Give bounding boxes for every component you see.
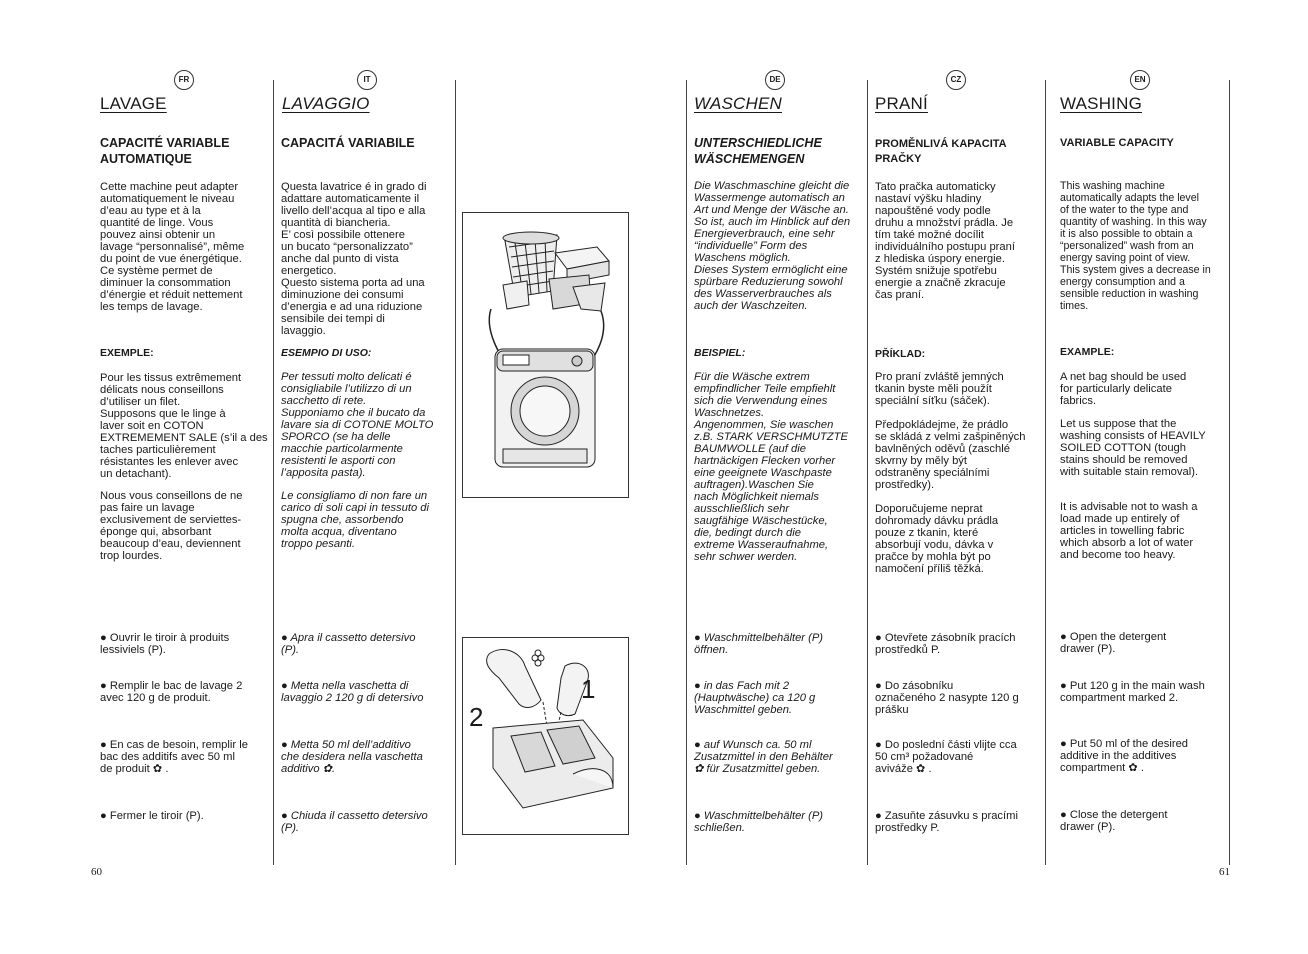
step-4-cz: ● Zasuňte zásuvku s pracími prostředky P. [875, 810, 1018, 834]
step-3-cz: ● Do poslední části vlijte cca 50 cm³ požadované avivážе ✿ . [875, 739, 1017, 775]
example-text-2-en: Let us suppose that the washing consists of HEAVILY SOILED COTTON (tough stains should be removed with suitable stain removal). [1060, 418, 1206, 478]
language-badge-cz: CZ [946, 70, 966, 90]
step-3-en: ● Put 50 ml of the desired additive in the additives compartment ✿ . [1060, 738, 1189, 774]
example-label-en: EXAMPLE: [1060, 346, 1115, 358]
advice-text-en: It is advisable not to wash a load made up entirely of articles in towelling fabric which absorb a lot of water and become too heavy. [1060, 501, 1198, 561]
page-number-left: 60 [91, 866, 102, 878]
intro-text-it: Questa lavatrice é in grado di adattare automaticamente il livello dell’acqua al tipo e alla quantità di biancheria. E’ così possibile ottenere un bucato “personalizzato” anche dal punto di vista energetico. Questo sistema porta ad una diminuzione dei consumi d’energia e ad una riduzione sensibile dei tempi di lavaggio. [281, 181, 427, 337]
language-badge-fr: FR [174, 70, 194, 90]
example-text-it: Per tessuti molto delicati é consigliabile l’utilizzo di un sacchetto di rete. Supponiamo che il bucato da lavare sia di COTONE MOLTO SPORCO (se ha delle macchie particolarmente resistenti le asporti con l’apposita pasta). [281, 371, 434, 479]
section-title-it: LAVAGGIO [282, 94, 370, 113]
step-2-de: ● in das Fach mit 2 (Hauptwäsche) ca 120 g Waschmittel geben. [694, 680, 816, 716]
language-badge-de: DE [765, 70, 785, 90]
example-label-de: BEISPIEL: [694, 347, 746, 359]
step-2-it: ● Metta nella vaschetta di lavaggio 2 120 g di detersivo [281, 680, 424, 704]
section-title-cz: PRANÍ [875, 94, 928, 113]
section-title-en: WASHING [1060, 94, 1142, 113]
example-label-fr: EXEMPLE: [100, 347, 154, 359]
advice-text-cz: Doporučujeme neprat dohromady dávku prádla pouze z tkanin, které absorbují vodu, dávka v pračce by mohla být po namočení příliš těžká. [875, 503, 999, 575]
step-2-fr: ● Remplir le bac de lavage 2 avec 120 g de produit. [100, 680, 243, 704]
example-text-fr: Pour les tissus extrêmement délicats nous conseillons d’utiliser un filet. Supposons que le linge à laver soit en COTON EXTREMEMENT SALE (s’il a des taches particulièrement résistantes les enlever avec un detachant). [100, 372, 268, 480]
example-text-2-cz: Předpokládejme, že prádlo se skládá z velmi zašpiněných bavlněných oděvů (zaschlé skvrny by měly být odstraněny speciálními prostředky). [875, 419, 1026, 491]
step-2-cz: ● Do zásobníku označeného 2 nasypte 120 g prášku [875, 680, 1019, 716]
advice-text-fr: Nous vous conseillons de ne pas faire un lavage exclusivement de serviettes- éponge qui, absorbant beaucoup d’eau, deviennent trop lourdes. [100, 490, 243, 562]
section-title-fr: LAVAGE [100, 94, 167, 113]
step-1-cz: ● Otevřete zásobník pracích prostředků P. [875, 632, 1016, 656]
step-1-it: ● Apra il cassetto detersivo (P). [281, 632, 416, 656]
subtitle-cz: PROMĚNLIVÁ KAPACITA PRAČKY [875, 138, 1007, 165]
example-text-en: A net bag should be used for particularly delicate fabrics. [1060, 371, 1187, 407]
step-4-fr: ● Fermer le tiroir (P). [100, 810, 204, 822]
step-1-fr: ● Ouvrir le tiroir à produits lessiviels (P). [100, 632, 230, 656]
example-text-cz: Pro praní zvláště jemných tkanin byste měli použít speciální síťku (sáček). [875, 371, 1004, 407]
step-1-de: ● Waschmittelbehälter (P) öffnen. [694, 632, 824, 656]
example-text-de: Für die Wäsche extrem empfindlicher Teile empfiehlt sich die Verwendung eines Waschnetzes. Angenommen, Sie waschen z.B. STARK VERSCHMUTZTE BAUMWOLLE (auf die hartnäckigen Flecken vorher eine geeignete Waschpaste auftragen).Waschen Sie nach Möglichkeit niemals ausschließlich sehr saugfähige Wäschestücke, die, bedingt durch die extreme Wasseraufnahme, sehr schwer werden. [694, 371, 848, 563]
section-title-de: WASCHEN [694, 94, 782, 113]
step-3-fr: ● En cas de besoin, remplir le bac des additifs avec 50 ml de produit ✿ . [100, 739, 248, 775]
example-label-it: ESEMPIO DI USO: [281, 347, 372, 359]
figure-laundry-machine [462, 212, 629, 498]
step-4-en: ● Close the detergent drawer (P). [1060, 809, 1168, 833]
intro-text-en: This washing machine automatically adapts the level of the water to the type and quantity of washing. In this way it is also possible to obtain a “personalized” wash from an energy saving point of view. This system gives a decrease in energy consumption and a sensible reduction in washing times. [1060, 180, 1211, 312]
step-1-en: ● Open the detergent drawer (P). [1060, 631, 1167, 655]
advice-text-it: Le consigliamo di non fare un carico di soli capi in tessuto di spugna che, assorbendo molta acqua, diventano troppo pesanti. [281, 490, 429, 550]
detergent-drawer-illustration [463, 638, 628, 834]
intro-text-fr: Cette machine peut adapter automatiquement le niveau d’eau au type et à la quantité de linge. Vous pouvez ainsi obtenir un lavage “personnalisé”, même du point de vue énergétique. Ce système permet de diminuer la consommation d’énergie et réduit nettement les temps de lavage. [100, 181, 245, 313]
laundry-machine-illustration [463, 213, 628, 497]
intro-text-de: Die Waschmaschine gleicht die Wassermenge automatisch an Art und Menge der Wäsche an. So ist, auch im Hinblick auf den Energieverbrauch, eine sehr “individuelle” Form des Waschens möglich. Dieses System ermöglicht eine spürbare Reduzierung sowohl des Wasserverbrauches als auch der Waschzeiten. [694, 180, 851, 312]
subtitle-it: CAPACITÁ VARIABILE [281, 136, 415, 150]
language-badge-en: EN [1130, 70, 1150, 90]
page-number-right: 61 [1219, 866, 1230, 878]
step-3-it: ● Metta 50 ml dell’additivo che desidera nella vaschetta additivo ✿. [281, 739, 423, 775]
intro-text-cz: Tato pračka automaticky nastaví výšku hladiny napouštěné vody podle druhu a množství prádla. Je tím také možné docílit individuálního postupu praní z hlediska úspory energie. Systém snižuje spotřebu energie a značně zkracuje čas praní. [875, 181, 1015, 301]
step-4-it: ● Chiuda il cassetto detersivo (P). [281, 810, 428, 834]
language-badge-it: IT [357, 70, 377, 90]
step-4-de: ● Waschmittelbehälter (P) schließen. [694, 810, 824, 834]
example-label-cz: PŘÍKLAD: [875, 348, 926, 360]
subtitle-en: VARIABLE CAPACITY [1060, 137, 1174, 149]
drawer-label-1: 1 [581, 674, 596, 704]
step-2-en: ● Put 120 g in the main wash compartment marked 2. [1060, 680, 1205, 704]
subtitle-fr: CAPACITÉ VARIABLE AUTOMATIQUE [100, 136, 230, 166]
figure-detergent-drawer [462, 637, 629, 835]
step-3-de: ● auf Wunsch ca. 50 ml Zusatzmittel in den Behälter ✿ für Zusatzmittel geben. [694, 739, 833, 775]
subtitle-de: UNTERSCHIEDLICHE WÄSCHEMENGEN [694, 136, 822, 166]
drawer-label-2: 2 [469, 702, 484, 732]
